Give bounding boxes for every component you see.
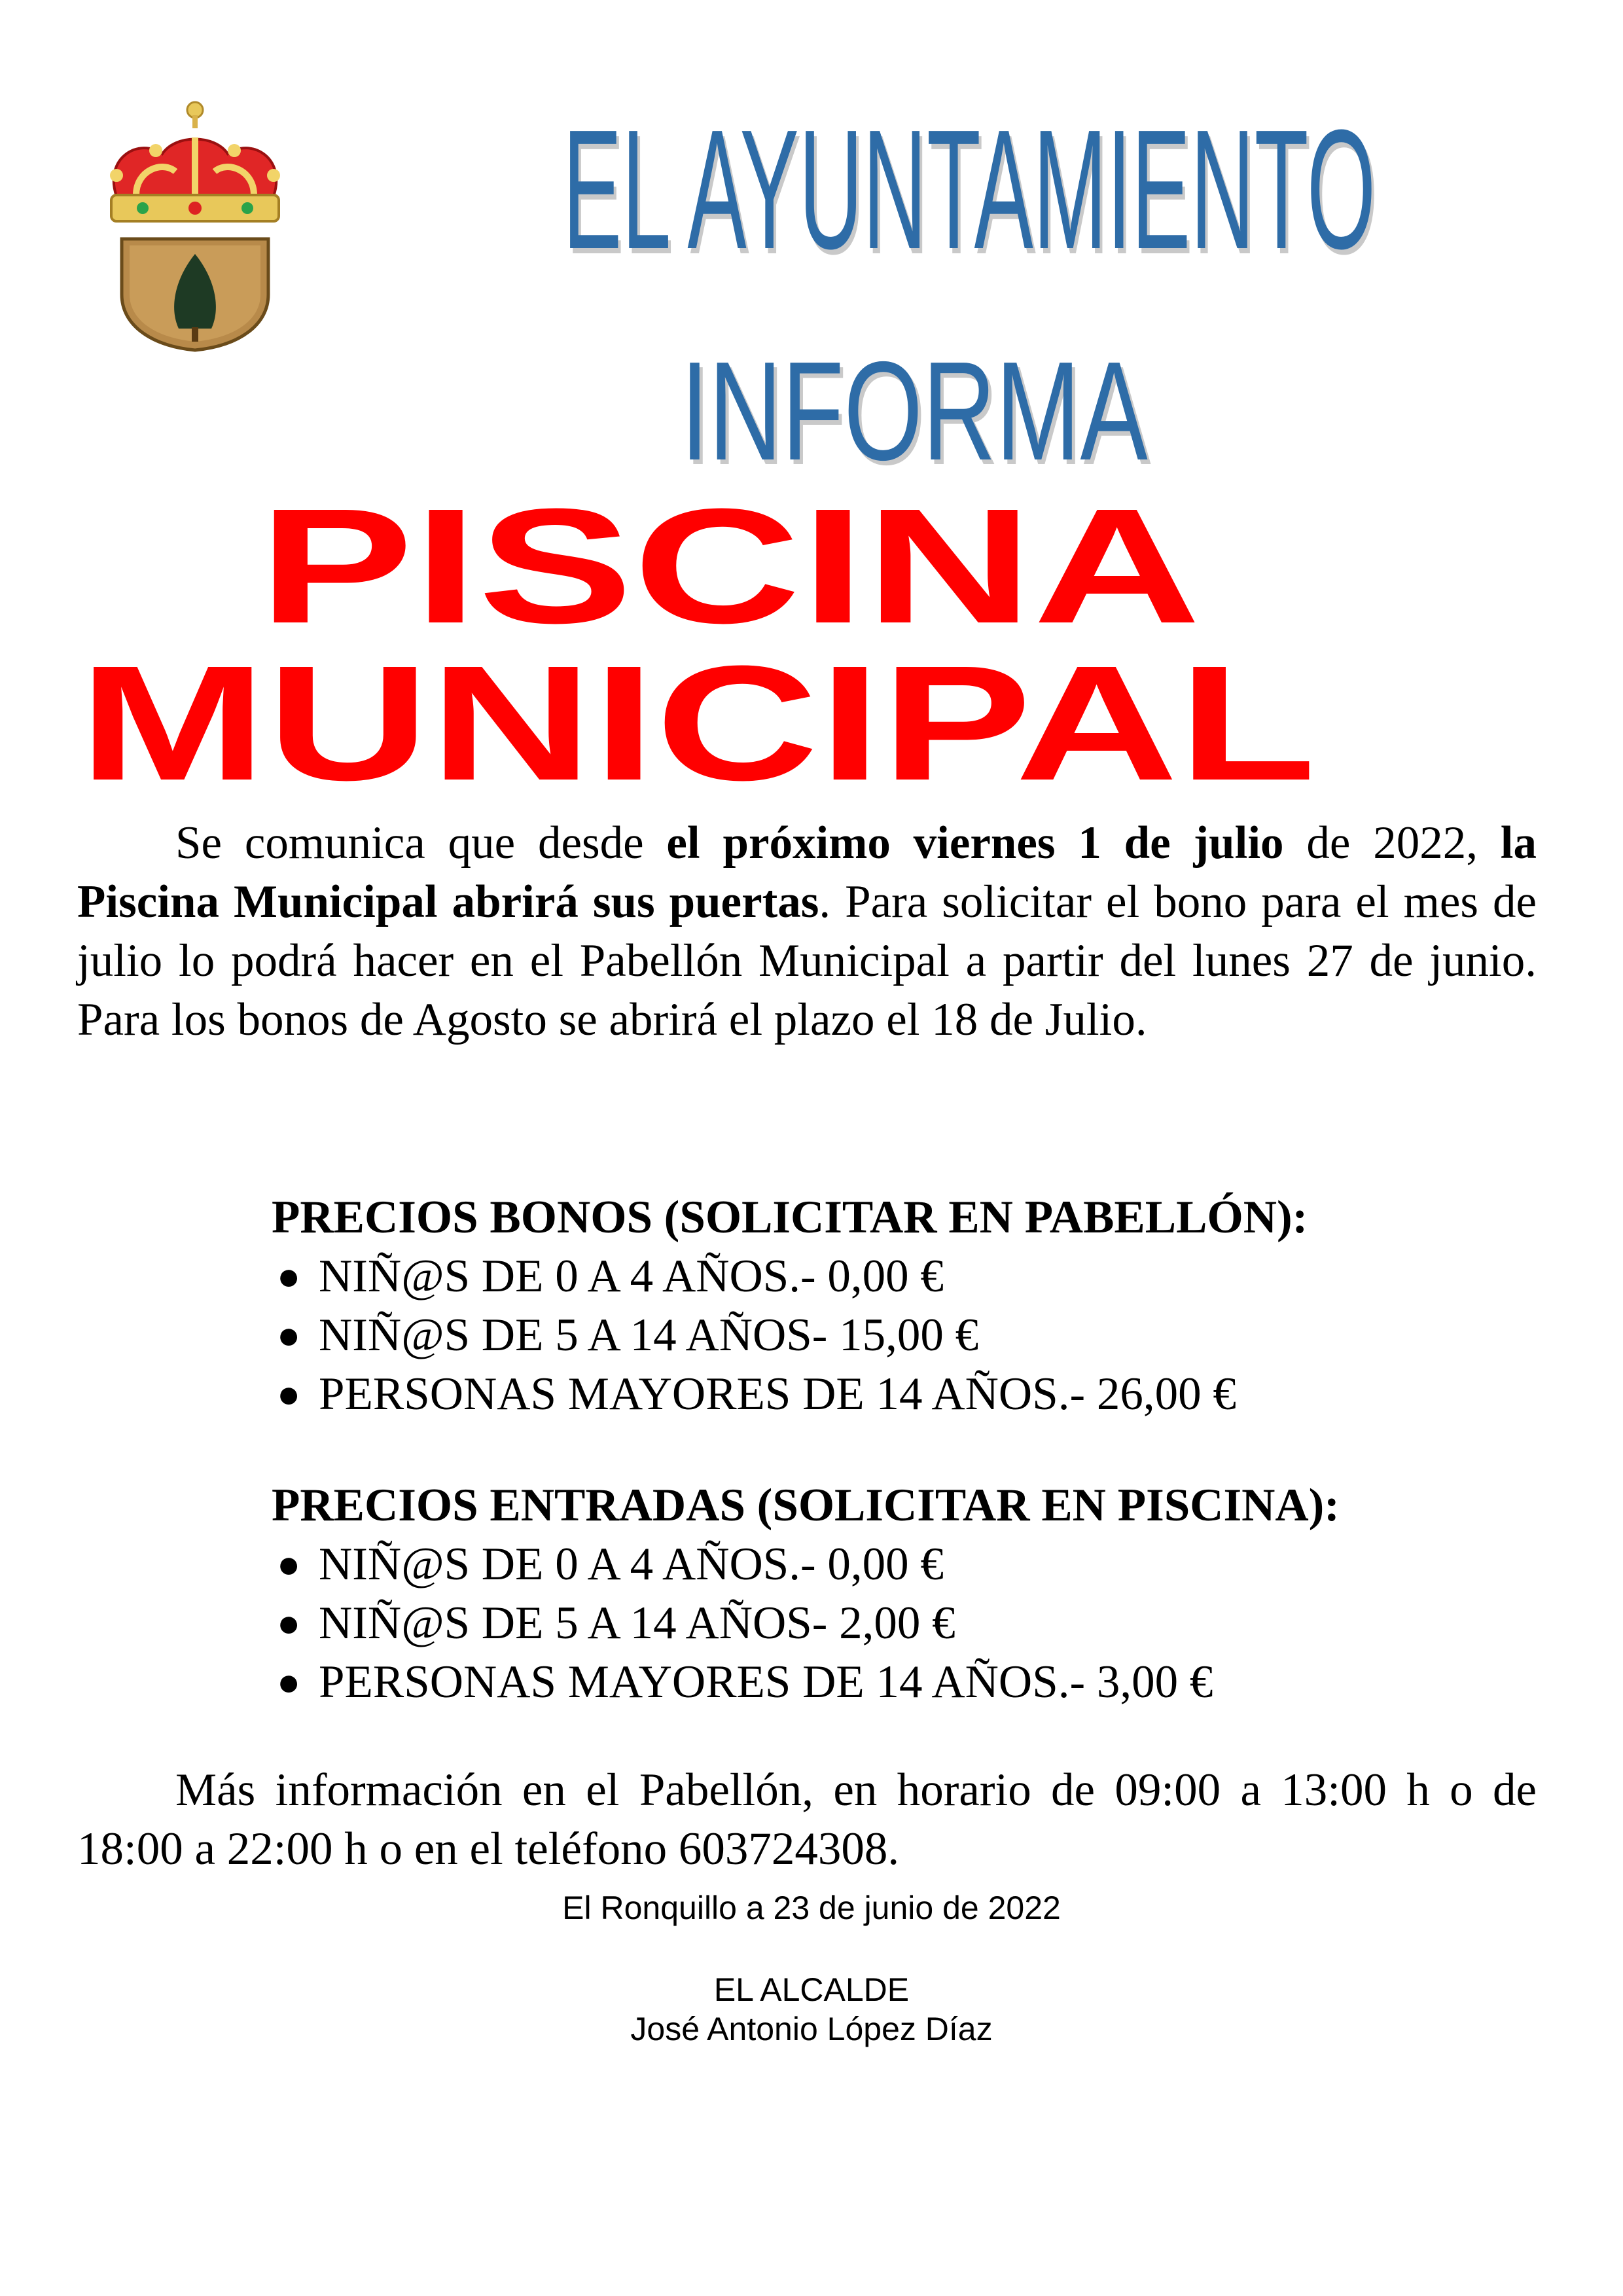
bullet-dot-icon: ● <box>277 1543 301 1586</box>
entradas-section-title: PRECIOS ENTRADAS (SOLICITAR EN PISCINA): <box>272 1480 1340 1531</box>
crown-icon <box>110 102 280 221</box>
list-item <box>272 1535 1213 1594</box>
bullet-dot-icon: ● <box>277 1372 301 1416</box>
price-item-text: NIÑ@S DE 5 A 14 AÑOS- 2,00 € <box>319 1598 955 1649</box>
info-paragraph <box>77 1761 1537 1878</box>
signature-role: EL ALCALDE <box>713 1971 910 2008</box>
shield-icon <box>122 239 268 350</box>
intro-text-2: de 2022, <box>1283 817 1501 869</box>
header-line-ayuntamiento: EL AYUNTAMIENTO <box>563 95 1376 285</box>
list-item <box>272 1306 1236 1365</box>
date-line: El Ronquillo a 23 de junio de 2022 <box>562 1890 1061 1926</box>
title-piscina: PISCINA <box>259 475 1201 657</box>
header-line-informa: INFORMA <box>681 332 1148 490</box>
intro-paragraph <box>77 814 1537 1049</box>
entradas-price-list <box>272 1535 1213 1712</box>
price-item-text: NIÑ@S DE 0 A 4 AÑOS.- 0,00 € <box>319 1539 944 1590</box>
price-item-text: NIÑ@S DE 5 A 14 AÑOS- 15,00 € <box>319 1310 979 1361</box>
list-item <box>272 1365 1236 1424</box>
list-item <box>272 1653 1213 1712</box>
intro-text-3: . Para solicitar el bono para el mes de julio lo podrá hacer en el Pabellón Municipal a partir del lunes 27 de junio. Para los bonos de Agosto se abrirá el plazo el 18 de Julio. <box>77 876 1537 1045</box>
coat-of-arms-logo <box>77 98 313 353</box>
bonos-section-title: PRECIOS BONOS (SOLICITAR EN PABELLÓN): <box>272 1192 1308 1243</box>
bullet-dot-icon: ● <box>277 1660 301 1704</box>
price-item-text: NIÑ@S DE 0 A 4 AÑOS.- 0,00 € <box>319 1251 944 1302</box>
info-text: Más información en el Pabellón, en horario de 09:00 a 13:00 h o de 18:00 a 22:00 h o en el teléfono 603724308. <box>77 1765 1537 1874</box>
intro-text-1: Se comunica que desde <box>175 817 667 869</box>
price-item-text: PERSONAS MAYORES DE 14 AÑOS.- 3,00 € <box>319 1657 1213 1708</box>
list-item <box>272 1594 1213 1653</box>
list-item <box>272 1247 1236 1306</box>
bullet-dot-icon: ● <box>277 1602 301 1645</box>
bonos-price-list <box>272 1247 1236 1424</box>
bullet-dot-icon: ● <box>277 1255 301 1298</box>
title-municipal: MUNICIPAL <box>79 632 1316 814</box>
signature-name: José Antonio López Díaz <box>630 2011 993 2047</box>
intro-bold-opening: la Piscina Municipal abrirá sus puertas <box>77 817 1537 927</box>
bullet-dot-icon: ● <box>277 1314 301 1357</box>
intro-bold-date: el próximo viernes 1 de julio <box>666 817 1284 869</box>
price-item-text: PERSONAS MAYORES DE 14 AÑOS.- 26,00 € <box>319 1369 1236 1420</box>
